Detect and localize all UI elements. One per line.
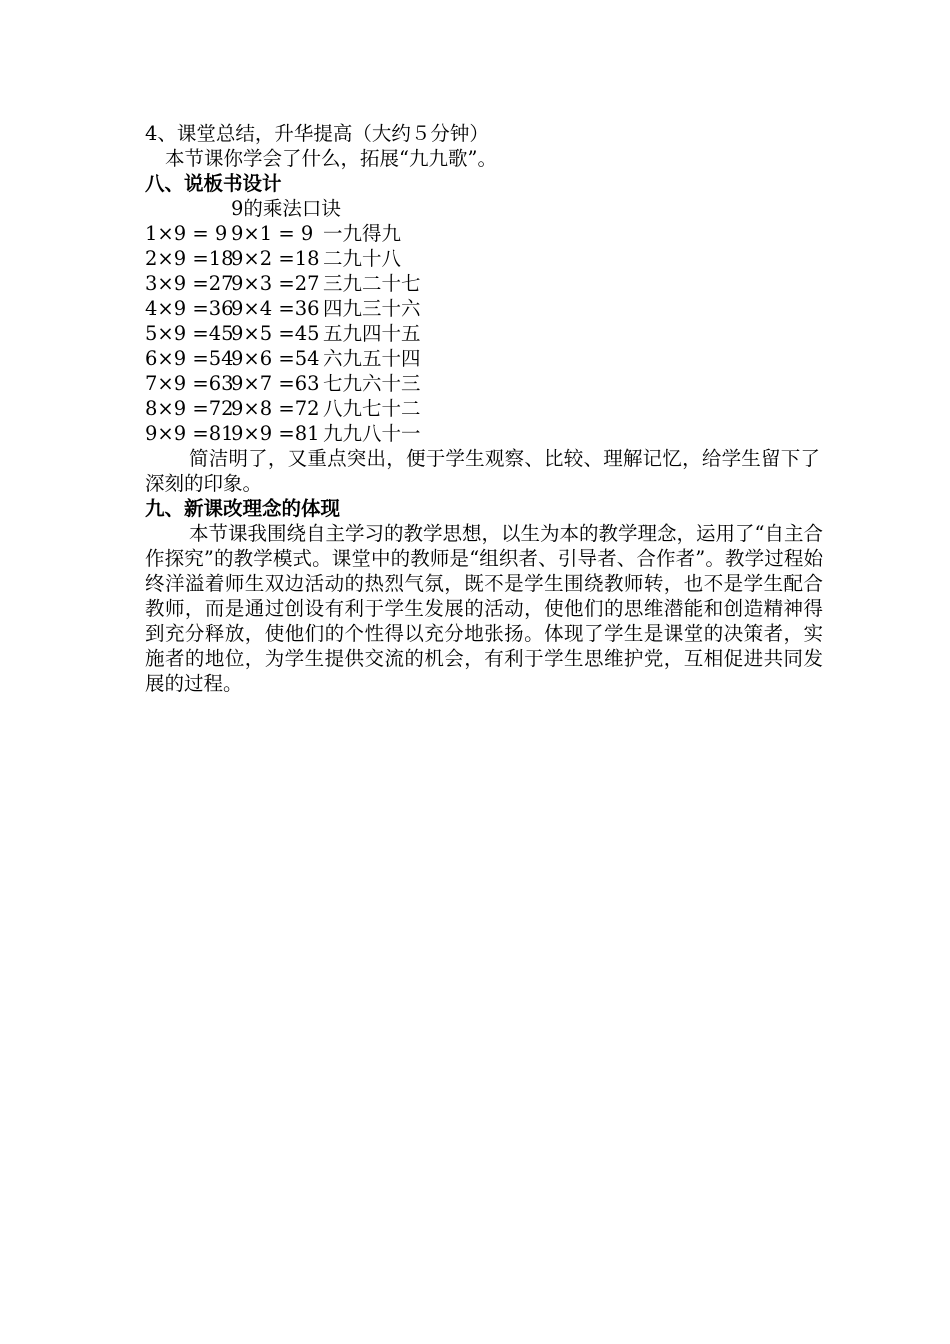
table-cell: 7×9 =63 <box>145 372 234 395</box>
table-cell: 9×1 = 9 <box>231 222 314 245</box>
table-cell: 9×7 =63 <box>231 372 320 395</box>
table-cell: 9×2 =18 <box>231 247 320 270</box>
section4-body: 本节课你学会了什么，拓展“九九歌”。 <box>165 147 497 170</box>
table-cell: 九九八十一 <box>323 422 421 445</box>
table-cell: 9×6 =54 <box>231 347 320 370</box>
table-cell: 9×4 =36 <box>231 297 320 320</box>
table-cell: 1×9 = 9 <box>145 222 228 245</box>
table-row <box>145 421 825 446</box>
table-cell: 二九十八 <box>323 247 402 270</box>
section9-heading: 九、新课改理念的体现 <box>145 497 341 520</box>
section4-title: 4、课堂总结，升华提高（大约５分钟） <box>145 122 489 145</box>
table-row <box>145 346 825 371</box>
table-cell: 五九四十五 <box>323 322 421 345</box>
multiplication-table <box>145 221 825 446</box>
table-cell: 2×9 =18 <box>145 247 234 270</box>
table-row <box>145 246 825 271</box>
table-row <box>145 271 825 296</box>
table-cell: 9×9 =81 <box>145 422 234 445</box>
table-cell: 6×9 =54 <box>145 347 234 370</box>
multiplication-table-title: 9的乘法口诀 <box>231 197 341 220</box>
document-page <box>145 121 825 696</box>
table-cell: 9×8 =72 <box>231 397 320 420</box>
table-cell: 四九三十六 <box>323 297 421 320</box>
table-cell: 9×3 =27 <box>231 272 320 295</box>
table-row <box>145 221 825 246</box>
table-cell: 七九六十三 <box>323 372 421 395</box>
table-cell: 9×5 =45 <box>231 322 320 345</box>
table-cell: 一九得九 <box>323 222 402 245</box>
section9-body: 本节课我围绕自主学习的教学思想，以生为本的教学理念，运用了“自主合作探究”的教学模式。课堂中的教师是“组织者、引导者、合作者”。教学过程始终洋溢着师生双边活动的热烈气氛，既不是学生围绕教师转，也不是学生配合教师，而是通过创设有利于学生发展的活动，使他们的思维潜能和创造精神得到充分释放，使他们的个性得以充分地张扬。体现了学生是课堂的决策者，实施者的地位，为学生提供交流的机会，有利于学生思维护党，互相促进共同发展的过程。 <box>145 522 823 695</box>
table-cell: 六九五十四 <box>323 347 421 370</box>
table-row <box>145 371 825 396</box>
table-cell: 三九二十七 <box>323 272 421 295</box>
table-cell: 3×9 =27 <box>145 272 234 295</box>
table-cell: 4×9 =36 <box>145 297 234 320</box>
table-cell: 5×9 =45 <box>145 322 234 345</box>
table-row <box>145 396 825 421</box>
table-cell: 9×9 =81 <box>231 422 320 445</box>
table-cell: 八九七十二 <box>323 397 421 420</box>
table-row <box>145 321 825 346</box>
section8-heading: 八、说板书设计 <box>145 172 282 195</box>
section8-summary: 简洁明了，又重点突出，便于学生观察、比较、理解记忆，给学生留下了深刻的印象。 <box>145 447 820 495</box>
table-row <box>145 296 825 321</box>
table-cell: 8×9 =72 <box>145 397 234 420</box>
